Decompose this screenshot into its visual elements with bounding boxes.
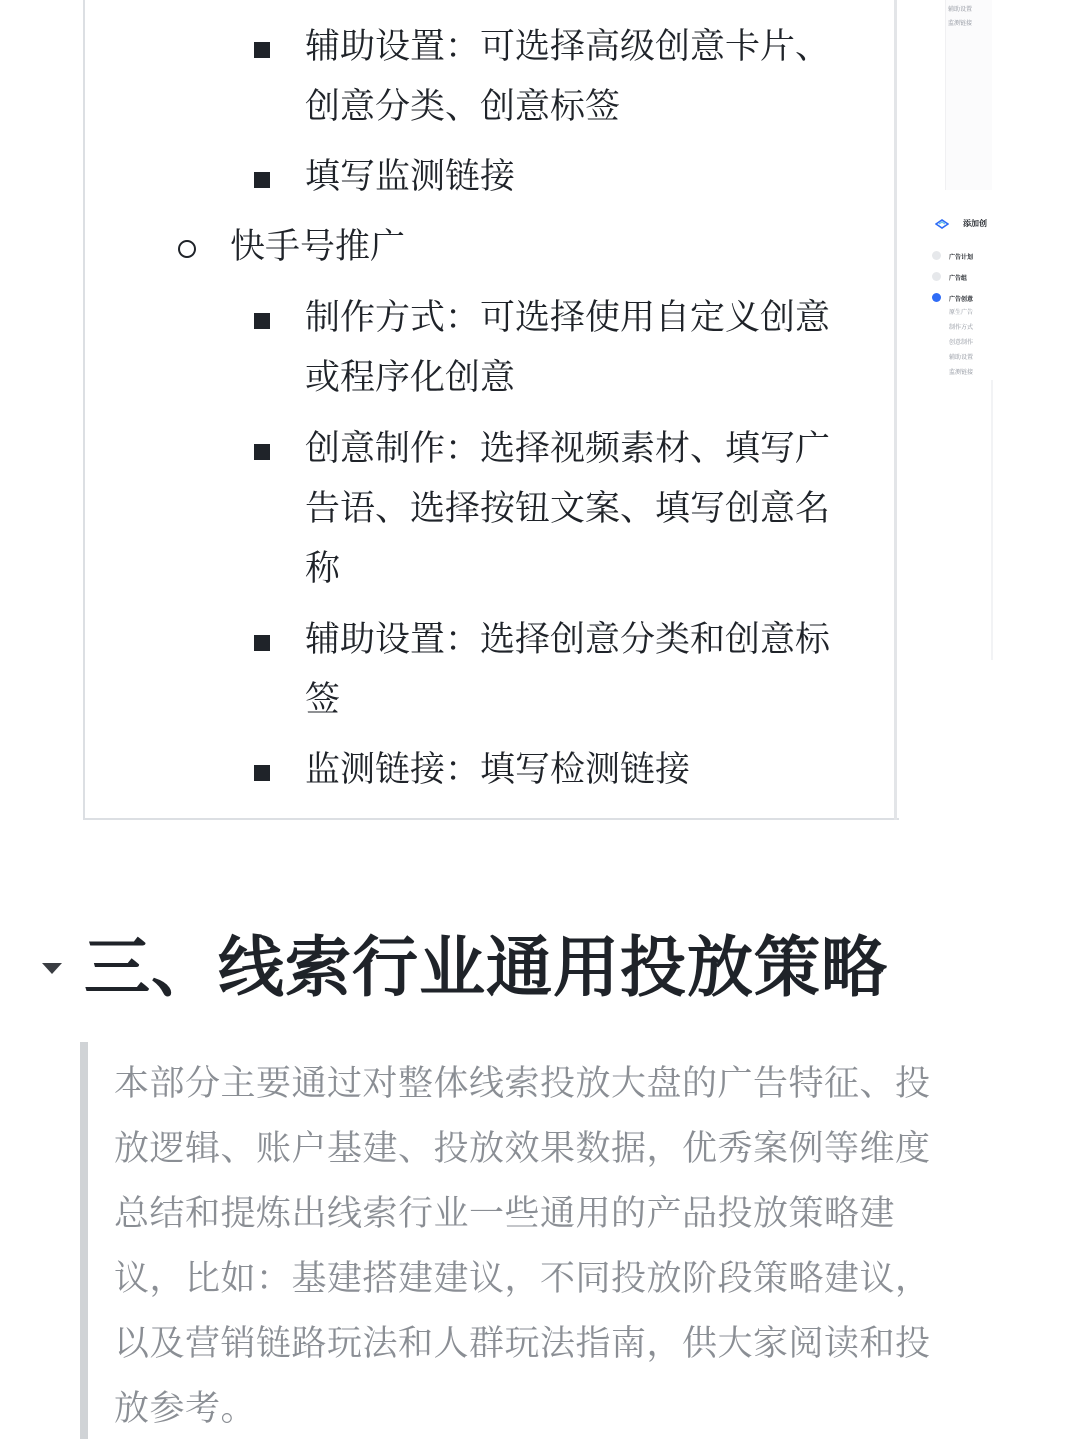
square-bullet-icon — [254, 635, 270, 651]
collapse-triangle-icon[interactable] — [40, 960, 64, 976]
list-item-kuaishou-promotion: 快手号推广 — [230, 227, 406, 267]
thumbnail-step: 广告创意 — [949, 296, 974, 303]
thumbnail-step: 广告计划 — [949, 254, 974, 261]
section-heading: 三、线索行业通用投放策略 — [84, 929, 888, 1006]
quote-line: 总结和提炼出线索行业一些通用的产品投放策略建 — [114, 1194, 896, 1234]
thumbnail-edge — [991, 380, 993, 660]
quote-line: 以及营销链路玩法和人群玩法指南，供大家阅读和投 — [114, 1324, 931, 1364]
table-column-divider — [894, 0, 897, 820]
list-item-creative-making-line3: 称 — [305, 549, 341, 589]
square-bullet-icon — [254, 765, 270, 781]
thumbnail-sub-item: 原生广告 — [949, 309, 974, 316]
thumbnail-sub-item: 创意制作 — [949, 339, 974, 346]
list-item-creative-making-line1: 创意制作：选择视频素材、填写广 — [305, 429, 831, 469]
step-done-icon — [932, 272, 941, 281]
square-bullet-icon — [254, 42, 270, 58]
step-done-icon — [932, 251, 941, 260]
list-item-aux-setting-1-line2: 创意分类、创意标签 — [305, 87, 621, 127]
quote-line: 放参考。 — [114, 1389, 257, 1429]
quote-line: 放逻辑、账户基建、投放效果数据，优秀案例等维度 — [114, 1129, 931, 1169]
quote-line: 议，比如：基建搭建建议，不同投放阶段策略建议， — [114, 1259, 931, 1299]
step-active-icon — [932, 293, 941, 302]
list-item-aux-setting-2-line1: 辅助设置：选择创意分类和创意标 — [305, 620, 831, 660]
square-bullet-icon — [254, 444, 270, 460]
list-item-creative-making-line2: 告语、选择按钮文案、填写创意名 — [305, 489, 831, 529]
embedded-screenshot-thumbnail[interactable] — [899, 0, 993, 820]
thumbnail-top-item: 监测链接 — [948, 20, 973, 27]
list-item-fill-monitor-link: 填写监测链接 — [305, 157, 516, 197]
thumbnail-top-panel — [945, 0, 992, 190]
thumbnail-title: 添加创 — [963, 219, 987, 228]
list-item-production-mode-line2: 或程序化创意 — [305, 358, 516, 398]
list-item-aux-setting-1-line1: 辅助设置：可选择高级创意卡片、 — [305, 27, 831, 67]
quote-line: 本部分主要通过对整体线索投放大盘的广告特征、投 — [114, 1064, 931, 1104]
list-item-monitor-link: 监测链接：填写检测链接 — [305, 750, 691, 790]
list-item-production-mode-line1: 制作方式：可选择使用自定义创意 — [305, 298, 831, 338]
thumbnail-step: 广告组 — [949, 275, 968, 282]
list-item-aux-setting-2-line2: 签 — [305, 680, 341, 720]
thumbnail-sub-item: 监测链接 — [949, 369, 974, 376]
circle-bullet-icon — [178, 240, 196, 258]
square-bullet-icon — [254, 313, 270, 329]
thumbnail-sub-item: 辅助设置 — [949, 354, 974, 361]
quote-bar — [80, 1042, 88, 1439]
thumbnail-sub-item: 制作方式 — [949, 324, 974, 331]
app-logo-icon — [935, 219, 949, 229]
thumbnail-top-item: 辅助设置 — [948, 6, 973, 13]
square-bullet-icon — [254, 172, 270, 188]
